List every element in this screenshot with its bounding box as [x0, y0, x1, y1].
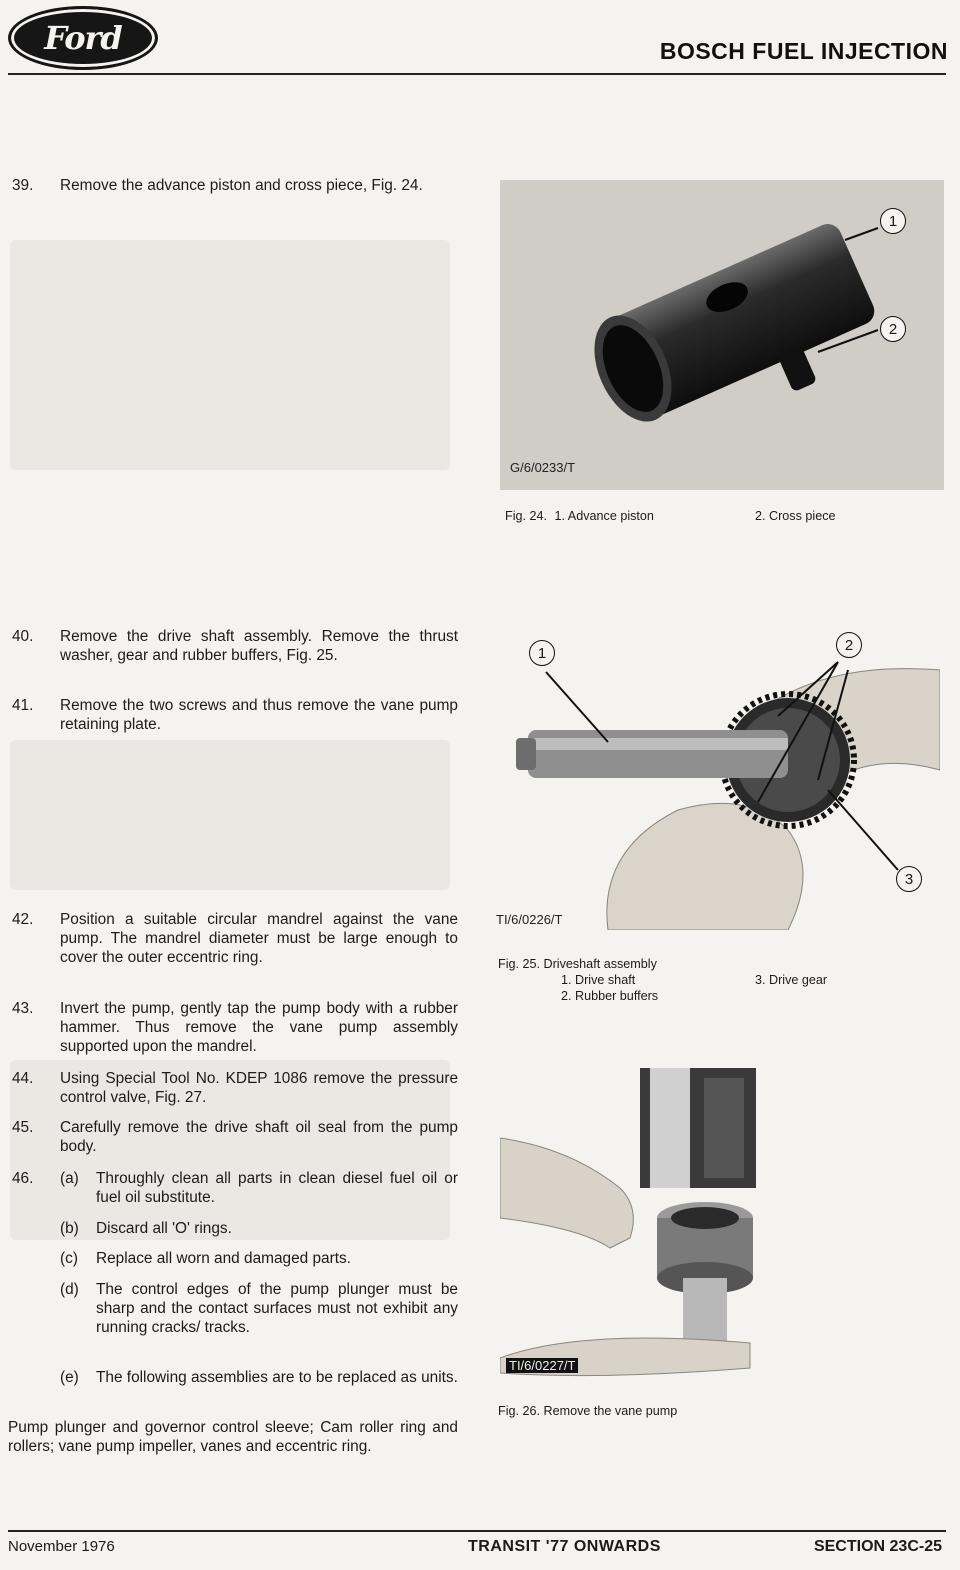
step-41 [12, 696, 458, 734]
step-39 [12, 176, 458, 195]
fig25-caption-title: Fig. 25. Driveshaft assembly [498, 957, 657, 971]
callout-1 [529, 640, 555, 666]
callout-2 [836, 632, 862, 658]
header-divider [8, 73, 946, 75]
fig24-caption-prefix: Fig. 24. [505, 509, 547, 523]
footer-model: TRANSIT '77 ONWARDS [468, 1538, 661, 1555]
sub-text: The following assemblies are to be replaced as units. [96, 1369, 458, 1386]
sub-label: (d) [60, 1281, 79, 1298]
fig25-item-2: 2. Rubber buffers [561, 989, 659, 1003]
fig25-photo [488, 630, 940, 930]
callout-2 [880, 316, 906, 342]
step-46b [60, 1219, 458, 1238]
step-number: 40. [12, 628, 34, 645]
sub-label: (a) [60, 1170, 79, 1187]
fig24-item-1: 1. Advance piston [554, 509, 654, 523]
callout-label: 2 [888, 320, 898, 338]
step-text: Invert the pump, gently tap the pump body with a rubber hammer. Thus remove the vane pump assembly supported upon the mandrel. [60, 1000, 458, 1055]
sub-text: Throughly clean all parts in clean diesel fuel oil or fuel oil substitute. [96, 1170, 458, 1206]
sub-text: Replace all worn and damaged parts. [96, 1250, 351, 1267]
step-number: 45. [12, 1119, 34, 1136]
step-number: 39. [12, 177, 34, 194]
footer-section: SECTION 23C-25 [813, 1538, 942, 1555]
step-text: Remove the advance piston and cross piece, Fig. 24. [60, 177, 423, 194]
step-text: Using Special Tool No. KDEP 1086 remove the pressure control valve, Fig. 27. [60, 1070, 458, 1106]
replacement-parts-paragraph: Pump plunger and governor control sleeve; Cam roller ring and rollers; vane pump impeller, vanes and eccentric ring. [8, 1419, 458, 1455]
step-number: 46. [12, 1170, 34, 1187]
step-text: Carefully remove the drive shaft oil seal from the pump body. [60, 1119, 458, 1155]
step-text: Position a suitable circular mandrel against the vane pump. The mandrel diameter must be large enough to cover the outer eccentric ring. [60, 911, 458, 966]
step-46c [60, 1249, 458, 1268]
callout-label: 1 [537, 644, 547, 662]
callout-1 [880, 208, 906, 234]
callout-label: 2 [844, 636, 854, 654]
sub-label: (c) [60, 1250, 78, 1267]
callout-label: 1 [888, 212, 898, 230]
step-46a [60, 1169, 458, 1207]
fig26-photo [500, 1068, 756, 1380]
ford-logo [8, 6, 158, 70]
sub-label: (e) [60, 1369, 79, 1386]
fig24-photo [500, 180, 944, 490]
photo-code: TI/6/0227/T [506, 1358, 578, 1373]
step-text: Remove the drive shaft assembly. Remove the thrust washer, gear and rubber buffers, Fig. 25. [60, 628, 458, 664]
step-43 [12, 999, 458, 1056]
photo-code: G/6/0233/T [510, 460, 576, 475]
page-title: BOSCH FUEL INJECTION [659, 38, 948, 64]
callout-3 [896, 866, 922, 892]
step-number: 41. [12, 697, 34, 714]
footer-divider [8, 1530, 946, 1532]
callout-label: 3 [904, 870, 914, 888]
sub-label: (b) [60, 1220, 79, 1237]
step-45 [12, 1118, 458, 1156]
fig24-caption [505, 508, 945, 524]
footer-date: November 1976 [8, 1538, 115, 1555]
sub-text: Discard all 'O' rings. [96, 1220, 232, 1237]
step-number: 43. [12, 1000, 34, 1017]
bleed-through-image [10, 240, 450, 470]
fig24-item-2: 2. Cross piece [755, 509, 836, 523]
fig25-item-1: 1. Drive shaft [561, 973, 636, 987]
photo-code: TI/6/0226/T [496, 912, 563, 927]
step-46d [60, 1280, 458, 1337]
fig25-item-3: 3. Drive gear [755, 973, 828, 987]
step-42 [12, 910, 458, 967]
fig26-caption: Fig. 26. Remove the vane pump [498, 1404, 678, 1418]
step-text: Remove the two screws and thus remove the vane pump retaining plate. [60, 697, 458, 733]
bleed-through-image [10, 740, 450, 890]
sub-text: The control edges of the pump plunger must be sharp and the contact surfaces must not exhibit any running cracks/ tracks. [96, 1281, 458, 1336]
logo-text: Ford [44, 19, 122, 57]
step-number: 42. [12, 911, 34, 928]
step-number: 44. [12, 1070, 34, 1087]
step-44 [12, 1069, 458, 1107]
step-40 [12, 627, 458, 665]
step-46e [60, 1368, 458, 1387]
